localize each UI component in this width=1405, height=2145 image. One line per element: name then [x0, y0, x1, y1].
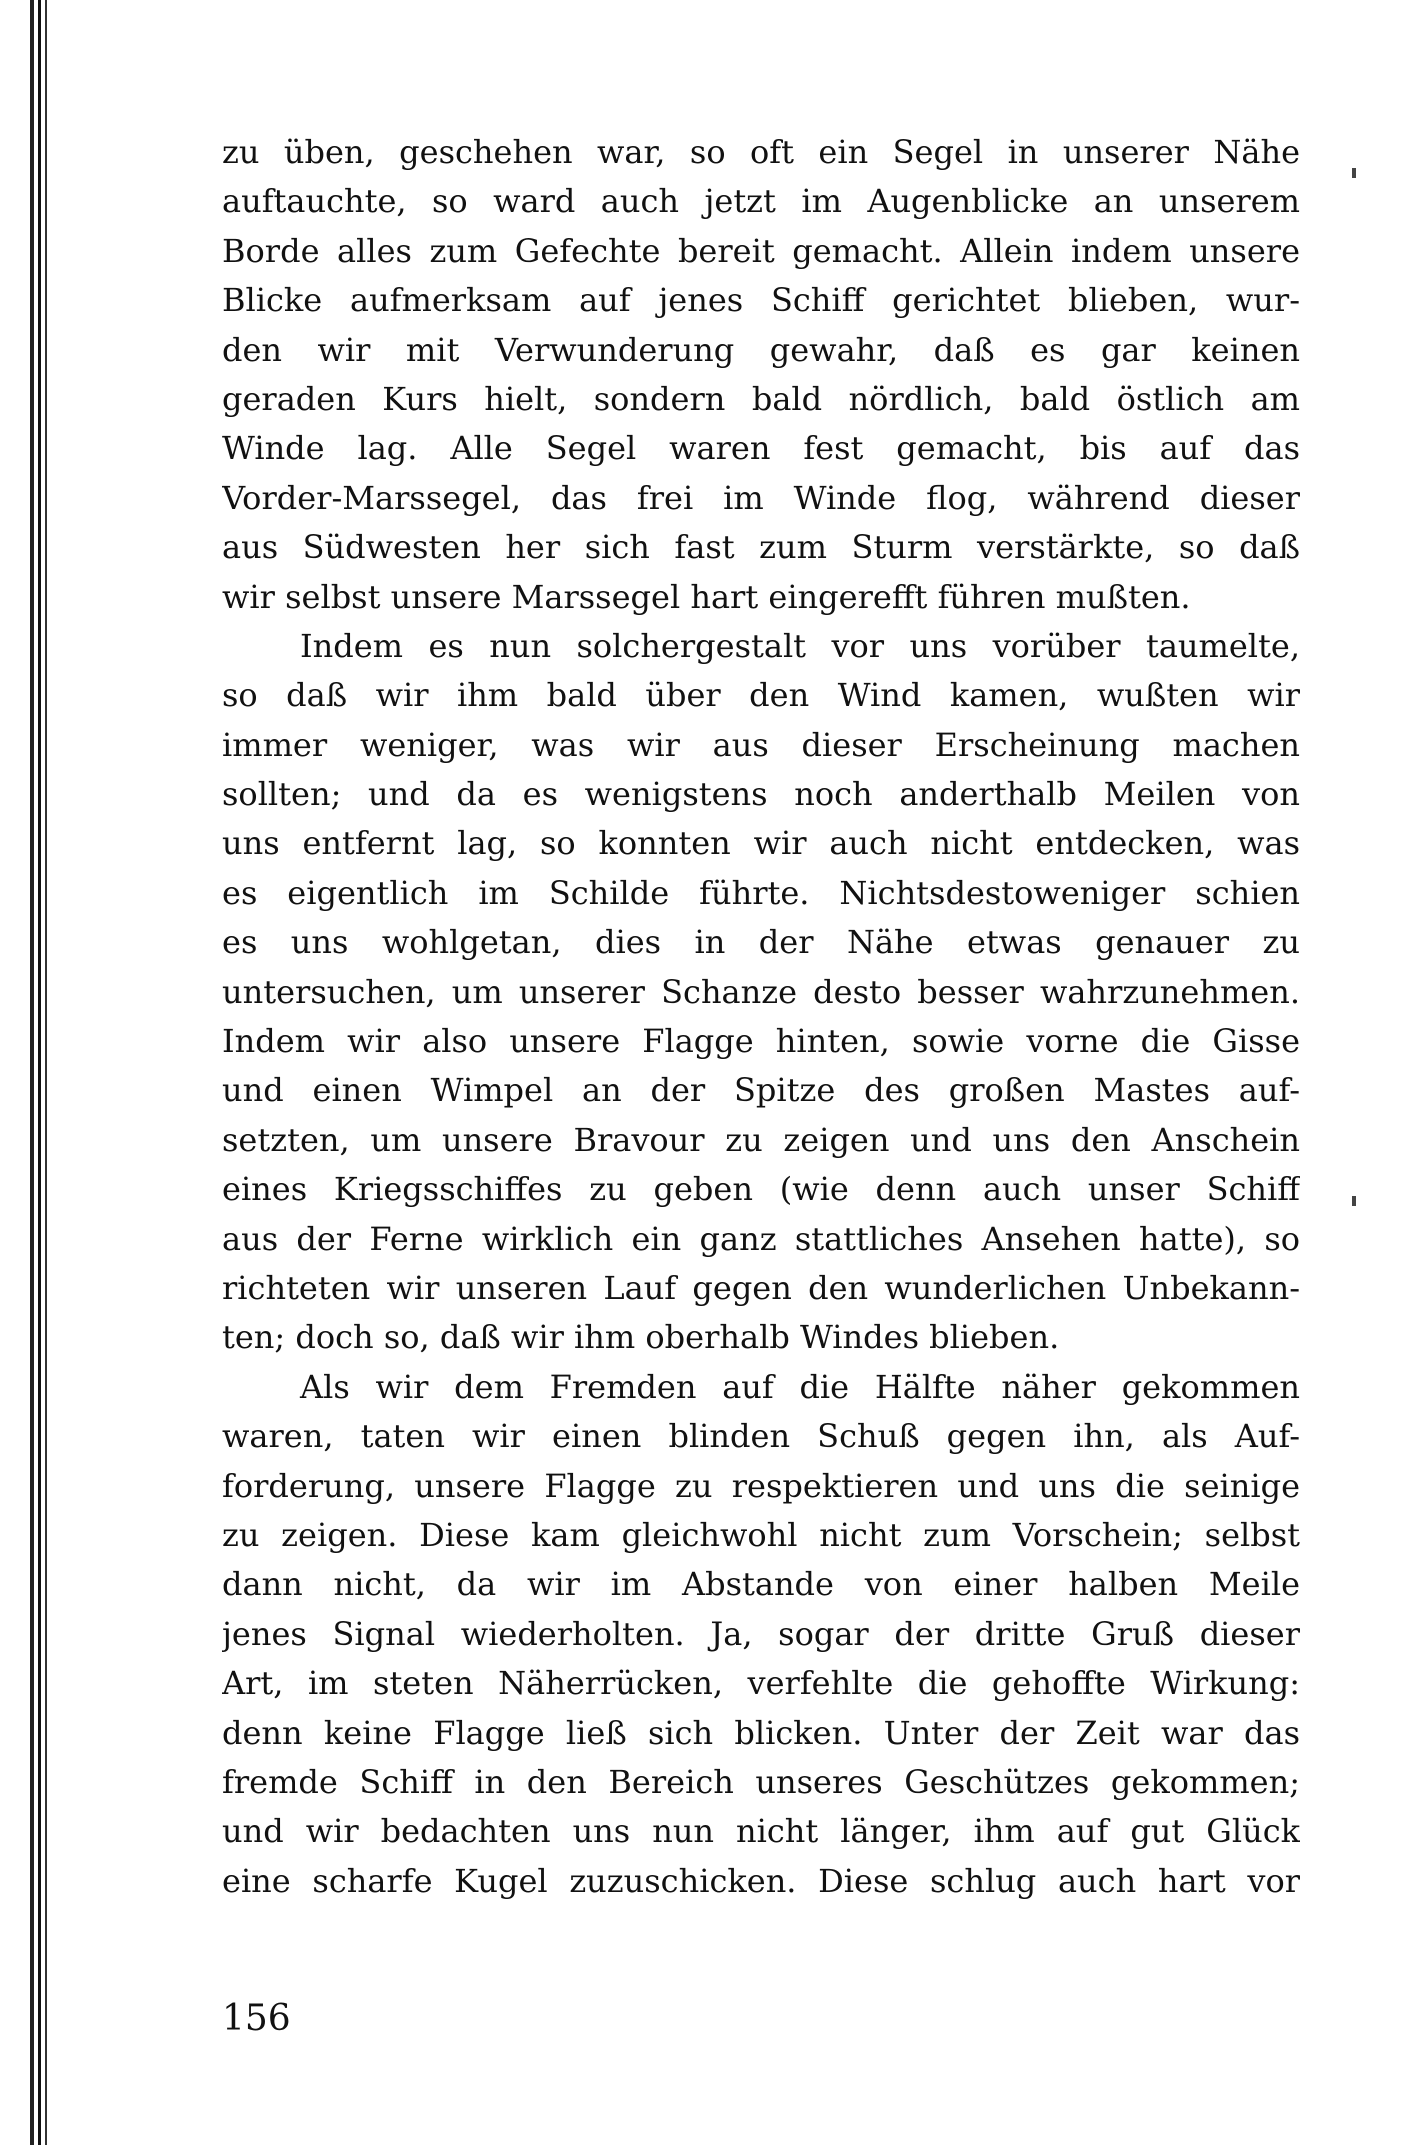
- text-line: sollten; und da es wenigstens noch anderthalb Meilen von: [222, 775, 1300, 814]
- text-line: den wir mit Verwunderung gewahr, daß es gar keinen: [222, 330, 1300, 369]
- text-line: untersuchen, um unserer Schanze desto besser wahrzunehmen.: [222, 972, 1300, 1011]
- text-line: es eigentlich im Schilde führte. Nichtsdestoweniger schien: [222, 873, 1300, 912]
- text-line: setzten, um unsere Bravour zu zeigen und uns den Anschein: [222, 1120, 1300, 1159]
- text-line: und wir bedachten uns nun nicht länger, ihm auf gut Glück: [222, 1812, 1300, 1851]
- text-line: forderung, unsere Flagge zu respektieren und uns die seinige: [222, 1466, 1300, 1505]
- text-line: aus der Ferne wirklich ein ganz stattliches Ansehen hatte), so: [222, 1219, 1300, 1258]
- body-text: [222, 128, 1300, 1906]
- text-line: Als wir dem Fremden auf die Hälfte näher gekommen: [300, 1367, 1300, 1406]
- margin-speck: [1352, 168, 1356, 178]
- text-line: Vorder-Marssegel, das frei im Winde flog, während dieser: [222, 478, 1300, 517]
- text-line: eine scharfe Kugel zuzuschicken. Diese schlug auch hart vor: [222, 1861, 1300, 1900]
- text-line: zu üben, geschehen war, so oft ein Segel in unserer Nähe: [222, 133, 1300, 171]
- text-line: und einen Wimpel an der Spitze des großen Mastes auf-: [222, 1071, 1300, 1110]
- text-line: es uns wohlgetan, dies in der Nähe etwas genauer zu: [222, 923, 1300, 962]
- text-line: jenes Signal wiederholten. Ja, sogar der dritte Gruß dieser: [222, 1614, 1300, 1653]
- text-line: ten; doch so, daß wir ihm oberhalb Windes blieben.: [222, 1318, 1060, 1357]
- text-line: fremde Schiff in den Bereich unseres Geschützes gekommen;: [222, 1762, 1300, 1801]
- text-line: richteten wir unseren Lauf gegen den wunderlichen Unbekann-: [222, 1268, 1300, 1307]
- text-line: waren, taten wir einen blinden Schuß gegen ihn, als Auf-: [222, 1417, 1300, 1456]
- text-line: immer weniger, was wir aus dieser Erscheinung machen: [222, 725, 1300, 764]
- margin-speck: [1352, 1196, 1356, 1206]
- text-line: dann nicht, da wir im Abstande von einer halben Meile: [222, 1565, 1300, 1604]
- text-line: Borde alles zum Gefechte bereit gemacht. Allein indem unsere: [222, 231, 1300, 270]
- binding-edge: [0, 0, 52, 2145]
- text-line: eines Kriegsschiffes zu geben (wie denn auch unser Schiff: [222, 1170, 1300, 1209]
- text-line: Indem es nun solchergestalt vor uns vorüber taumelte,: [300, 626, 1300, 665]
- text-line: denn keine Flagge ließ sich blicken. Unter der Zeit war das: [222, 1713, 1300, 1752]
- text-line: Winde lag. Alle Segel waren fest gemacht, bis auf das: [222, 429, 1300, 468]
- text-line: wir selbst unsere Marssegel hart eingerefft führen mußten.: [222, 577, 1191, 616]
- page-number: 156: [222, 1998, 291, 2039]
- text-line: geraden Kurs hielt, sondern bald nördlich, bald östlich am: [222, 379, 1300, 418]
- text-line: Indem wir also unsere Flagge hinten, sowie vorne die Gisse: [222, 1022, 1300, 1061]
- text-line: aus Südwesten her sich fast zum Sturm verstärkte, so daß: [222, 528, 1300, 567]
- text-line: uns entfernt lag, so konnten wir auch nicht entdecken, was: [222, 824, 1300, 863]
- text-line: auftauchte, so ward auch jetzt im Augenblicke an unserem: [222, 182, 1300, 221]
- text-line: Art, im steten Näherrücken, verfehlte die gehoffte Wirkung:: [222, 1664, 1300, 1703]
- text-line: Blicke aufmerksam auf jenes Schiff gerichtet blieben, wur-: [222, 281, 1300, 320]
- text-line: zu zeigen. Diese kam gleichwohl nicht zum Vorschein; selbst: [222, 1515, 1300, 1554]
- text-line: so daß wir ihm bald über den Wind kamen, wußten wir: [222, 676, 1300, 715]
